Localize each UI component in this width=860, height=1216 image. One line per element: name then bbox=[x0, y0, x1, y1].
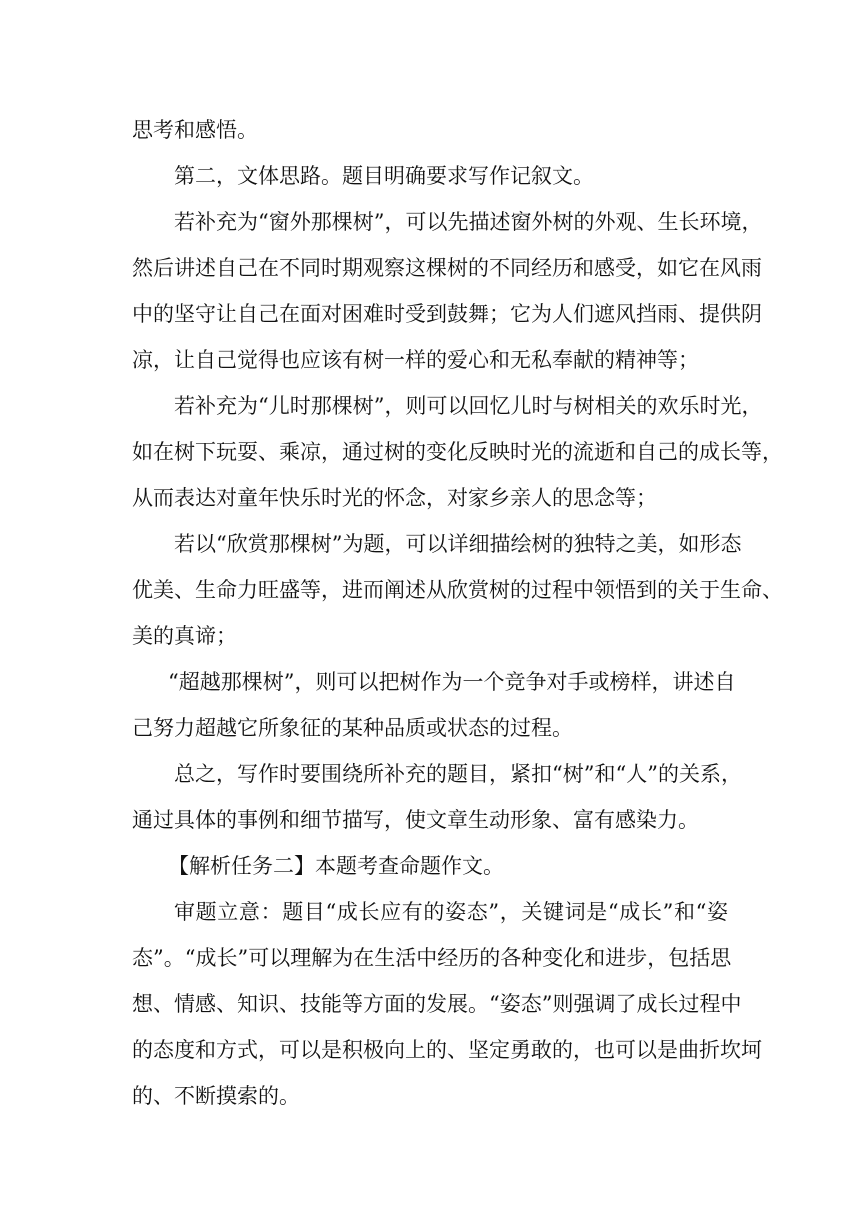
text-line-5: 中的坚守让自己在面对困难时受到鼓舞；它为人们遮风挡雨、提供阴 bbox=[132, 302, 762, 326]
text-line-12: 美的真谛； bbox=[132, 624, 237, 648]
text-line-18: 审题立意：题目“成长应有的姿态”，关键词是“成长”和“姿 bbox=[174, 900, 728, 924]
text-line-9: 从而表达对童年快乐时光的怀念，对家乡亲人的思念等； bbox=[132, 486, 657, 510]
text-line-11: 优美、生命力旺盛等，进而阐述从欣赏树的过程中领悟到的关于生命、 bbox=[132, 578, 783, 602]
text-line-1: 思考和感悟。 bbox=[132, 118, 258, 142]
text-line-10: 若以“欣赏那棵树”为题，可以详细描绘树的独特之美，如形态 bbox=[174, 532, 742, 556]
text-line-16: 通过具体的事例和细节描写，使文章生动形象、富有感染力。 bbox=[132, 808, 699, 832]
text-line-21: 的态度和方式，可以是积极向上的、坚定勇敢的，也可以是曲折坎坷 bbox=[132, 1038, 762, 1062]
text-line-14: 己努力超越它所象征的某种品质或状态的过程。 bbox=[132, 716, 573, 740]
text-line-22: 的、不断摸索的。 bbox=[132, 1084, 300, 1108]
text-line-4: 然后讲述自己在不同时期观察这棵树的不同经历和感受，如它在风雨 bbox=[132, 256, 762, 280]
text-line-19: 态”。“成长”可以理解为在生活中经历的各种变化和进步，包括思 bbox=[132, 946, 732, 970]
text-line-8: 如在树下玩耍、乘凉，通过树的变化反映时光的流逝和自己的成长等， bbox=[132, 440, 783, 464]
text-line-6: 凉，让自己觉得也应该有树一样的爱心和无私奉献的精神等； bbox=[132, 348, 699, 372]
text-line-2: 第二，文体思路。题目明确要求写作记叙文。 bbox=[174, 164, 594, 188]
text-line-15: 总之，写作时要围绕所补充的题目，紧扣“树”和“人”的关系， bbox=[174, 762, 742, 786]
text-line-13: “超越那棵树”，则可以把树作为一个竞争对手或榜样，讲述自 bbox=[168, 670, 736, 694]
text-line-20: 想、情感、知识、技能等方面的发展。“姿态”则强调了成长过程中 bbox=[132, 992, 742, 1016]
text-line-3: 若补充为“窗外那棵树”，可以先描述窗外树的外观、生长环境， bbox=[174, 210, 763, 234]
text-line-17: 【解析任务二】本题考查命题作文。 bbox=[168, 854, 504, 878]
text-line-7: 若补充为“儿时那棵树”，则可以回忆儿时与树相关的欢乐时光， bbox=[174, 394, 763, 418]
